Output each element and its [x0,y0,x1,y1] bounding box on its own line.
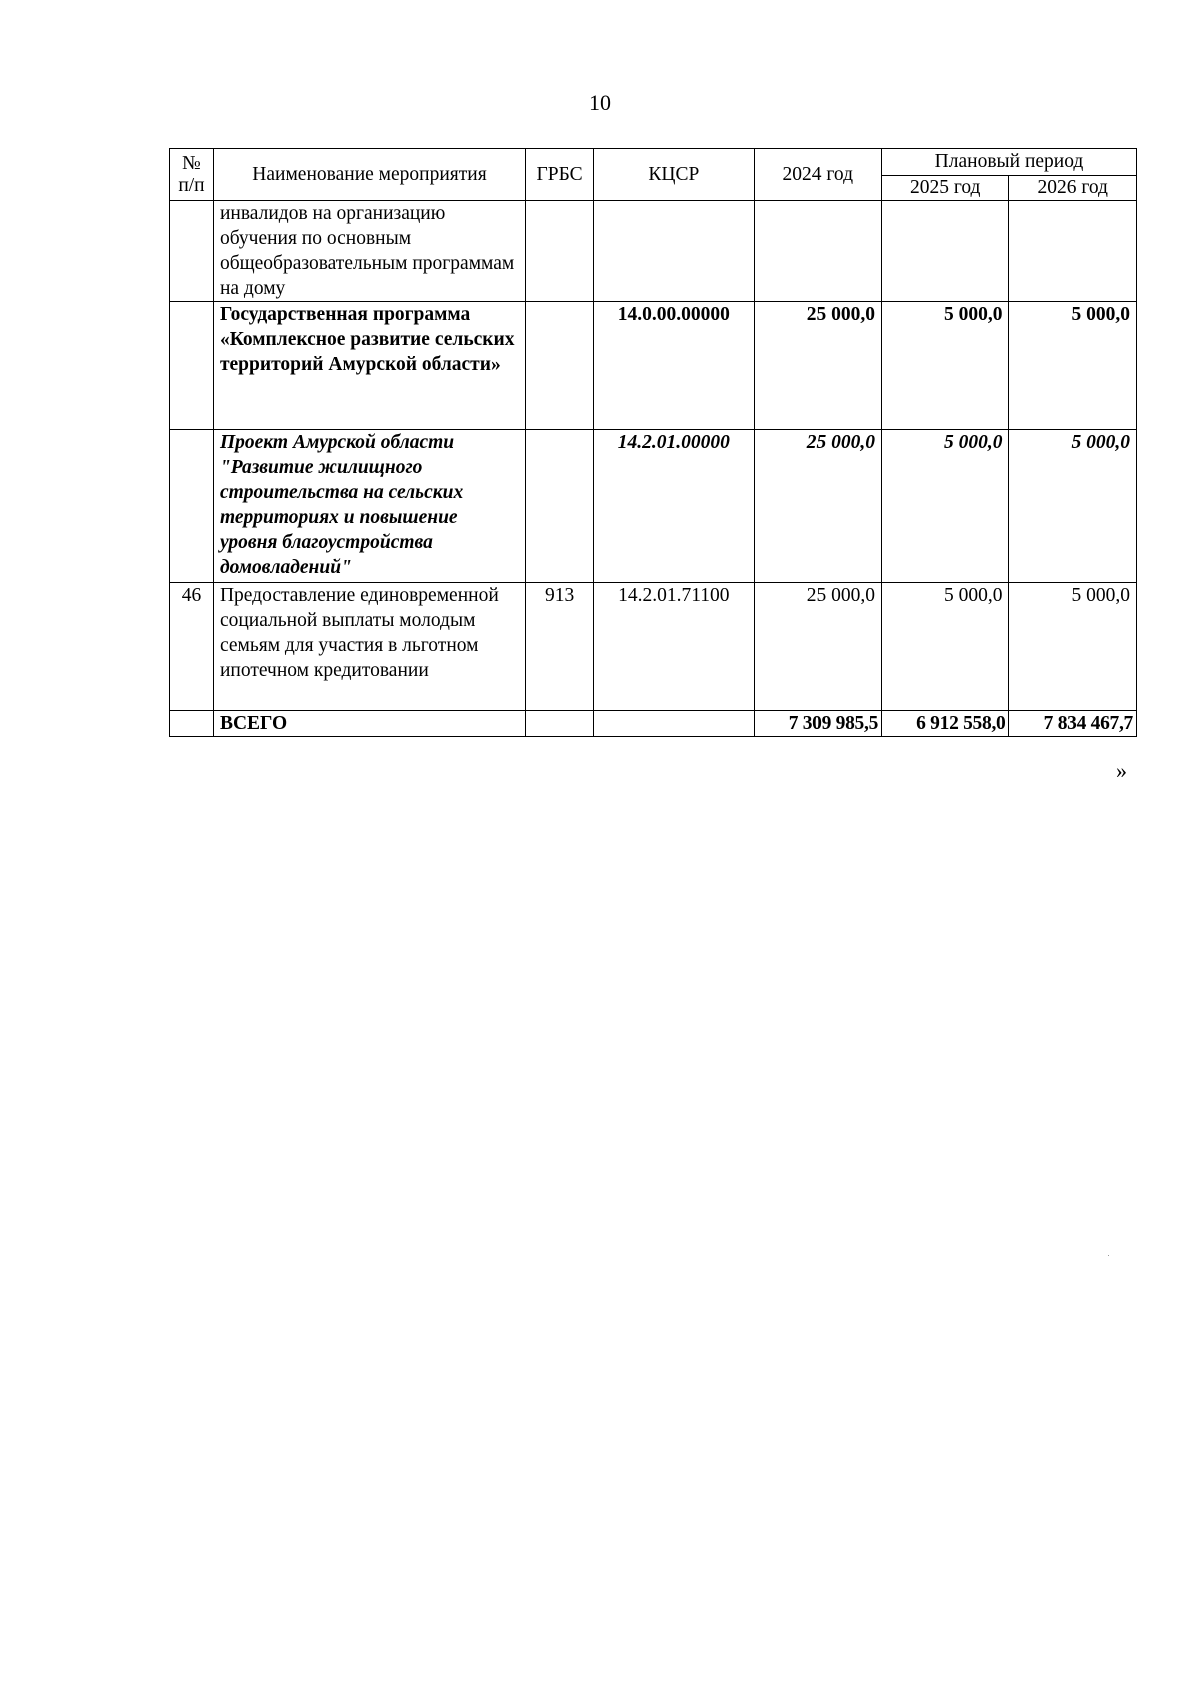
table-row [170,302,1137,430]
header-2024: 2024 год [754,149,881,201]
total-label: ВСЕГО [213,711,525,737]
row-2026: 5 000,0 [1009,583,1137,711]
table-row [170,430,1137,583]
row-2025: 5 000,0 [882,302,1009,430]
row-2025 [882,201,1009,302]
row-kcsr: 14.2.01.00000 [594,430,754,583]
header-2026: 2026 год [1009,176,1137,201]
header-name: Наименование мероприятия [213,149,525,201]
header-grbs: ГРБС [526,149,594,201]
row-name: Проект Амурской области "Развитие жилищного строительства на сельских территориях и повышение уровня благоустройства домовладений" [213,430,525,583]
row-2025: 5 000,0 [882,430,1009,583]
page-number: 10 [589,90,611,115]
header-planned-period: Плановый период [882,149,1137,176]
header-num: № п/п [170,149,214,201]
row-num [170,430,214,583]
row-grbs [526,201,594,302]
row-num [170,302,214,430]
row-2025: 5 000,0 [882,583,1009,711]
row-name: Предоставление единовременной социальной выплаты молодым семьям для участия в льготном ипотечном кредитовании [213,583,525,711]
row-2024: 25 000,0 [754,302,881,430]
table-row [170,201,1137,302]
row-grbs: 913 [526,583,594,711]
row-kcsr: 14.2.01.71100 [594,583,754,711]
closing-quote-mark: » [1116,758,1127,783]
total-2025: 6 912 558,0 [882,711,1009,737]
row-2024: 25 000,0 [754,430,881,583]
row-grbs [526,430,594,583]
row-num [170,201,214,302]
header-kcsr: КЦСР [594,149,754,201]
row-grbs [526,302,594,430]
row-2026: 5 000,0 [1009,302,1137,430]
row-name: Государственная программа «Комплексное развитие сельских территорий Амурской области» [213,302,525,430]
total-num [170,711,214,737]
row-2024: 25 000,0 [754,583,881,711]
row-kcsr [594,201,754,302]
budget-table [169,148,1137,737]
row-2026 [1009,201,1137,302]
total-row [170,711,1137,737]
table-row [170,583,1137,711]
row-2026: 5 000,0 [1009,430,1137,583]
row-num: 46 [170,583,214,711]
total-kcsr [594,711,754,737]
row-kcsr: 14.0.00.00000 [594,302,754,430]
total-2024: 7 309 985,5 [754,711,881,737]
header-2025: 2025 год [882,176,1009,201]
scan-artifact-dot [1108,1255,1109,1256]
total-grbs [526,711,594,737]
row-name: инвалидов на организацию обучения по основным общеобразовательным программам на дому [213,201,525,302]
row-2024 [754,201,881,302]
total-2026: 7 834 467,7 [1009,711,1137,737]
